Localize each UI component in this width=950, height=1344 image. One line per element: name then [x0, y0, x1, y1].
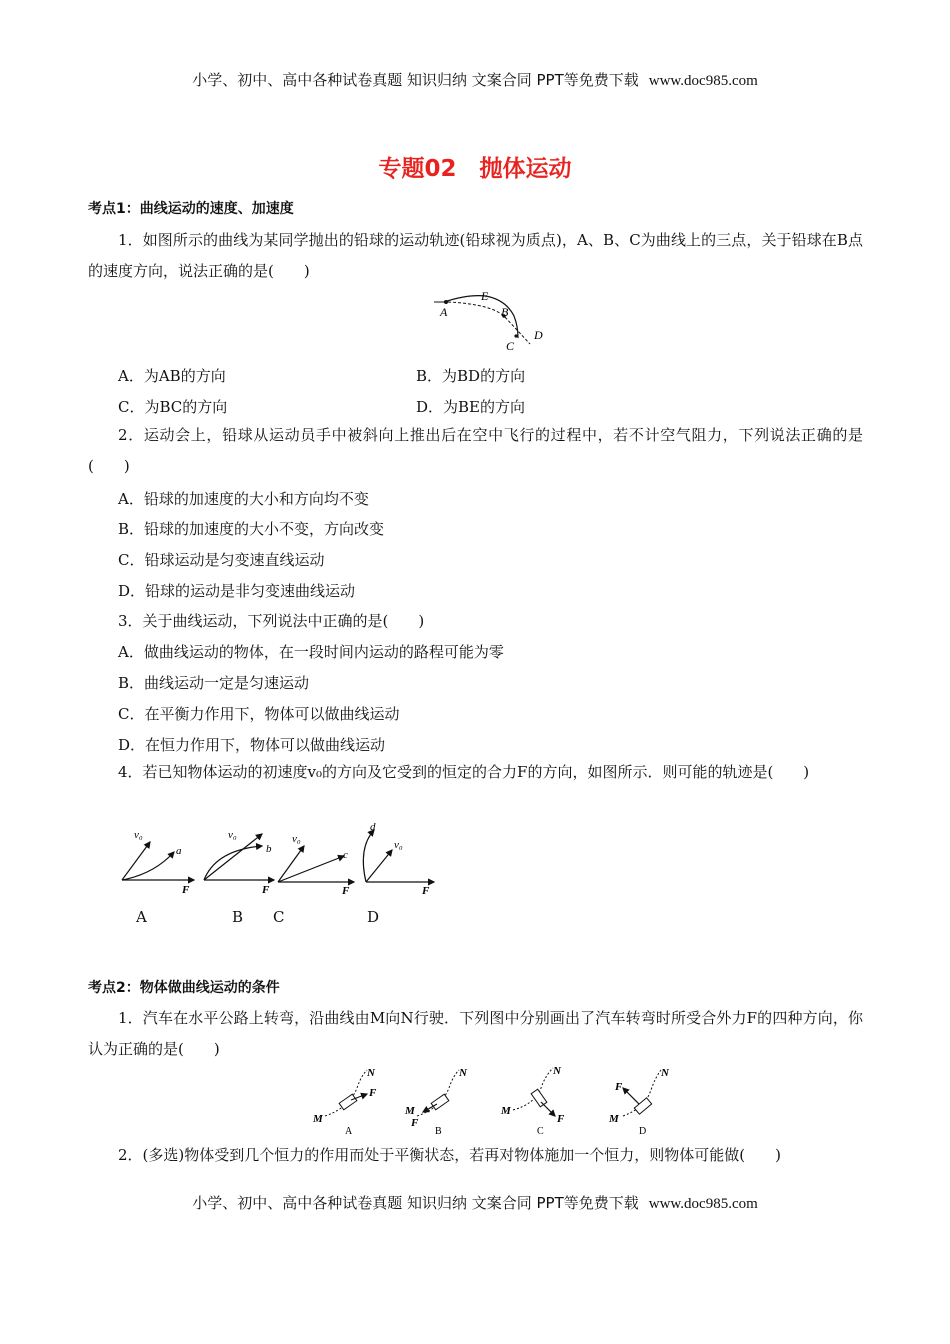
- s2-b-car-icon: [431, 1094, 449, 1110]
- q4-caption-a: A: [136, 908, 147, 926]
- s2-c-caption: C: [537, 1126, 544, 1137]
- s2-c-f-label: F: [557, 1113, 565, 1125]
- q4-a-v-label: v₀: [134, 829, 143, 841]
- q4-d-curve-label: d: [370, 821, 376, 833]
- s2-d-caption: D: [639, 1126, 647, 1137]
- q4-panel-c: [278, 833, 354, 897]
- q2-option-a: A．铅球的加速度的大小和方向均不变: [118, 490, 369, 508]
- section1-heading: 考点1：曲线运动的速度、加速度: [88, 201, 294, 217]
- q4-b-f-label: F: [262, 884, 270, 896]
- q2-option-d: D．铅球的运动是非匀变速曲线运动: [118, 582, 356, 600]
- s2-c-path: [513, 1068, 553, 1110]
- q4-panel-a: [122, 829, 194, 896]
- page-title: 专题02 抛体运动: [378, 156, 572, 182]
- q4-figure: [112, 818, 442, 900]
- q2-stem: 2．运动会上，铅球从运动员手中被斜向上推出后在空中飞行的过程中，若不计空气阻力，下列说法正确的是( ): [88, 426, 863, 475]
- footer-banner-text: 小学、初中、高中各种试卷真题 知识归纳 文案合同 PPT等免费下载: [192, 1194, 639, 1212]
- q1-option-a: A．为AB的方向: [118, 367, 226, 385]
- s2-a-m-label: M: [313, 1113, 323, 1125]
- s2-b-path: [417, 1070, 459, 1116]
- q1-label-b: B: [501, 305, 509, 319]
- s2-a-caption: A: [345, 1126, 353, 1137]
- q3-option-b: B．曲线运动一定是匀速运动: [118, 674, 310, 692]
- s2-d-force-arrow: [623, 1088, 639, 1104]
- q1-label-c: C: [506, 339, 515, 353]
- s2-q1-figure: [305, 1062, 685, 1138]
- q4-a-velocity-arrow: [122, 842, 150, 880]
- s2-panel-c: [500, 1065, 565, 1137]
- s2-d-f-label: F: [615, 1081, 623, 1093]
- q4-panel-b: [204, 829, 274, 896]
- q1-point-c: [514, 334, 517, 337]
- q4-caption-d: D: [367, 908, 380, 926]
- s2-panel-a: [312, 1067, 377, 1137]
- s2-b-n-label: N: [459, 1067, 467, 1079]
- s2-q2-stem: 2．(多选)物体受到几个恒力的作用而处于平衡状态，若再对物体施加一个恒力，则物体可能做( ): [118, 1146, 781, 1164]
- q4-stem: 4．若已知物体运动的初速度v₀的方向及它受到的恒定的合力F的方向，如图所示．则可能的轨迹是( ): [118, 763, 810, 781]
- s2-b-f-label: F: [411, 1117, 419, 1129]
- q4-caption-b: B: [232, 908, 244, 926]
- q4-a-f-label: F: [182, 884, 190, 896]
- s2-c-force-arrow: [541, 1102, 555, 1116]
- q1-figure: [428, 288, 548, 354]
- q4-panel-d: [363, 821, 434, 897]
- q4-c-v-label: v₀: [292, 833, 301, 845]
- s2-panel-d: [608, 1067, 670, 1137]
- q1-label-a: A: [440, 305, 448, 319]
- q3-option-c: C．在平衡力作用下，物体可以做曲线运动: [118, 705, 400, 723]
- q4-a-trajectory: [122, 852, 174, 880]
- q1-label-e: E: [481, 289, 489, 303]
- s2-c-m-label: M: [501, 1105, 511, 1117]
- s2-a-f-label: F: [369, 1087, 377, 1099]
- q1-option-b: B．为BD的方向: [416, 367, 526, 385]
- q3-stem: 3．关于曲线运动，下列说法中正确的是( ): [118, 612, 425, 630]
- s2-d-n-label: N: [661, 1067, 669, 1079]
- q4-d-velocity-arrow: [366, 850, 392, 882]
- s2-b-m-label: M: [405, 1105, 415, 1117]
- q4-b-trajectory: [204, 846, 262, 880]
- s2-a-n-label: N: [367, 1067, 375, 1079]
- q1-option-d: D．为BE的方向: [416, 398, 525, 416]
- q1-stem: 1．如图所示的曲线为某同学抛出的铅球的运动轨迹(铅球视为质点)，A、B、C为曲线上的三点，关于铅球在B点的速度方向，说法正确的是( ): [88, 231, 863, 280]
- footer-banner: [0, 1192, 950, 1213]
- s2-q1-stem: 1．汽车在水平公路上转弯，沿曲线由M向N行驶．下列图中分别画出了汽车转弯时所受合外力F的四种方向，你认为正确的是( ): [88, 1009, 863, 1058]
- q4-d-v-label: v₀: [394, 839, 403, 851]
- header-banner: [0, 69, 950, 90]
- s2-a-path: [325, 1070, 367, 1116]
- s2-panel-b: [404, 1067, 468, 1137]
- q1-point-a: [444, 300, 448, 304]
- q4-c-curve-label: c: [343, 849, 348, 861]
- s2-d-m-label: M: [609, 1113, 619, 1125]
- q1-label-d: D: [534, 328, 543, 342]
- q4-a-curve-label: a: [176, 845, 182, 857]
- q4-b-v-label: v₀: [228, 829, 237, 841]
- q4-d-f-label: F: [422, 885, 430, 897]
- footer-banner-site: www.doc985.com: [648, 1196, 758, 1212]
- q3-option-a: A．做曲线运动的物体，在一段时间内运动的路程可能为零: [118, 643, 504, 661]
- banner-text: 小学、初中、高中各种试卷真题 知识归纳 文案合同 PPT等免费下载: [192, 71, 639, 89]
- q1-option-c: C．为BC的方向: [118, 398, 228, 416]
- q3-option-d: D．在恒力作用下，物体可以做曲线运动: [118, 736, 386, 754]
- s2-c-car-icon: [531, 1089, 547, 1107]
- q4-c-f-label: F: [342, 885, 350, 897]
- section2-heading: 考点2：物体做曲线运动的条件: [88, 980, 280, 996]
- q4-caption-c: C: [273, 908, 285, 926]
- q2-option-c: C．铅球运动是匀变速直线运动: [118, 551, 325, 569]
- s2-b-caption: B: [435, 1126, 442, 1137]
- q4-b-curve-label: b: [266, 843, 272, 855]
- q2-option-b: B．铅球的加速度的大小不变，方向改变: [118, 520, 385, 538]
- s2-a-car-icon: [339, 1094, 357, 1110]
- banner-site: www.doc985.com: [648, 73, 758, 89]
- s2-c-n-label: N: [553, 1065, 561, 1077]
- s2-d-car-icon: [634, 1098, 651, 1114]
